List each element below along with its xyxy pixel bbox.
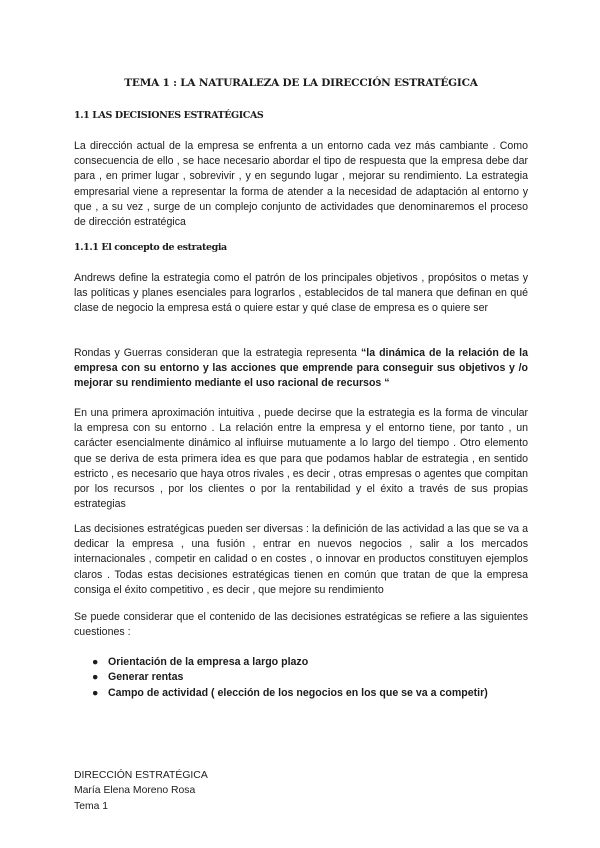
bullet-icon: ●: [92, 656, 99, 668]
footer-course: DIRECCIÓN ESTRATÉGICA: [74, 770, 208, 781]
intro-paragraph: La dirección actual de la empresa se enfrenta a un entorno cada vez más cambiante . Como consecuencia de ello , se hace necesario abordar el tipo de respuesta que la empresa debe dar para , en primer lugar , sobrevivir , y en segundo lugar , mejorar su rendimiento. La estrategia empresarial viene a representar la forma de atender a la necesidad de adaptación al entorno y que , a su vez , surge de un complejo conjunto de actividades que denominaremos el proceso de dirección estratégica: [74, 140, 528, 229]
section-heading: 1.1 LAS DECISIONES ESTRATÉGICAS: [74, 110, 264, 121]
page-footer: [74, 768, 208, 814]
rondas-guerras-intro: Rondas y Guerras consideran que la estrategia representa: [74, 347, 361, 359]
footer-unit: Tema 1: [74, 800, 109, 812]
strategic-issues-list: [92, 655, 488, 701]
list-item: ● Generar rentas: [92, 670, 488, 685]
list-item: ● Orientación de la empresa a largo plazo: [92, 655, 488, 670]
bullet-icon: ●: [92, 686, 99, 699]
document-title: TEMA 1 : LA NATURALEZA DE LA DIRECCIÓN ESTRATÉGICA: [124, 77, 478, 89]
bullet-icon: ●: [92, 671, 99, 684]
contents-intro-paragraph: Se puede considerar que el contenido de las decisiones estratégicas se refiere a las siguientes cuestiones :: [74, 611, 528, 639]
intuitive-approach-paragraph: En una primera aproximación intuitiva , puede decirse que la estrategia es la forma de vincular la empresa con su entorno . La relación entre la empresa y el entorno tiene, por tanto , un carácter esencialmente dinámico al influirse mutuamente a lo largo del tiempo . Otro elemento que se deriva de esta primera idea es que para que podamos hablar de estrategia , en sentido estricto , es necesario que haya otros rivales , es decir , otras empresas o agentes que compitan por los recursos , por los clientes o por la rentabilidad y el éxito a través de sus propias estrategias: [74, 407, 528, 511]
footer-author: María Elena Moreno Rosa: [74, 785, 196, 797]
strategy-definition-quote: “la dinámica de la relación de la empresa con su entorno y las acciones que emprende para conseguir sus objetivos y /o mejorar su rendimiento mediante el uso racional de recursos “: [74, 347, 528, 390]
list-item: ● Campo de actividad ( elección de los negocios en los que se va a competir): [92, 686, 488, 701]
andrews-paragraph: Andrews define la estrategia como el patrón de los principales objetivos , propósitos o metas y las políticas y planes esenciales para lograrlos , establecidos de tal manera que definan en qué clase de negocio la empresa está o quiere estar y qué clase de empresa es o quiere ser: [74, 272, 528, 315]
strategic-decisions-paragraph: Las decisiones estratégicas pueden ser diversas : la definición de las actividad a las que se va a dedicar la empresa , una fusión , entrar en nuevos negocios , salir a los mercados internacionales , competir en calidad o en costes , o innovar en productos constituyen ejemplos claros . Todas estas decisiones estratégicas tienen en común que tratan de que la empresa consiga el éxito competitivo , es decir , que mejore su rendimiento: [74, 523, 528, 596]
subsection-heading: 1.1.1 El concepto de estrategia: [74, 242, 227, 253]
rondas-guerras-paragraph: [74, 346, 528, 392]
